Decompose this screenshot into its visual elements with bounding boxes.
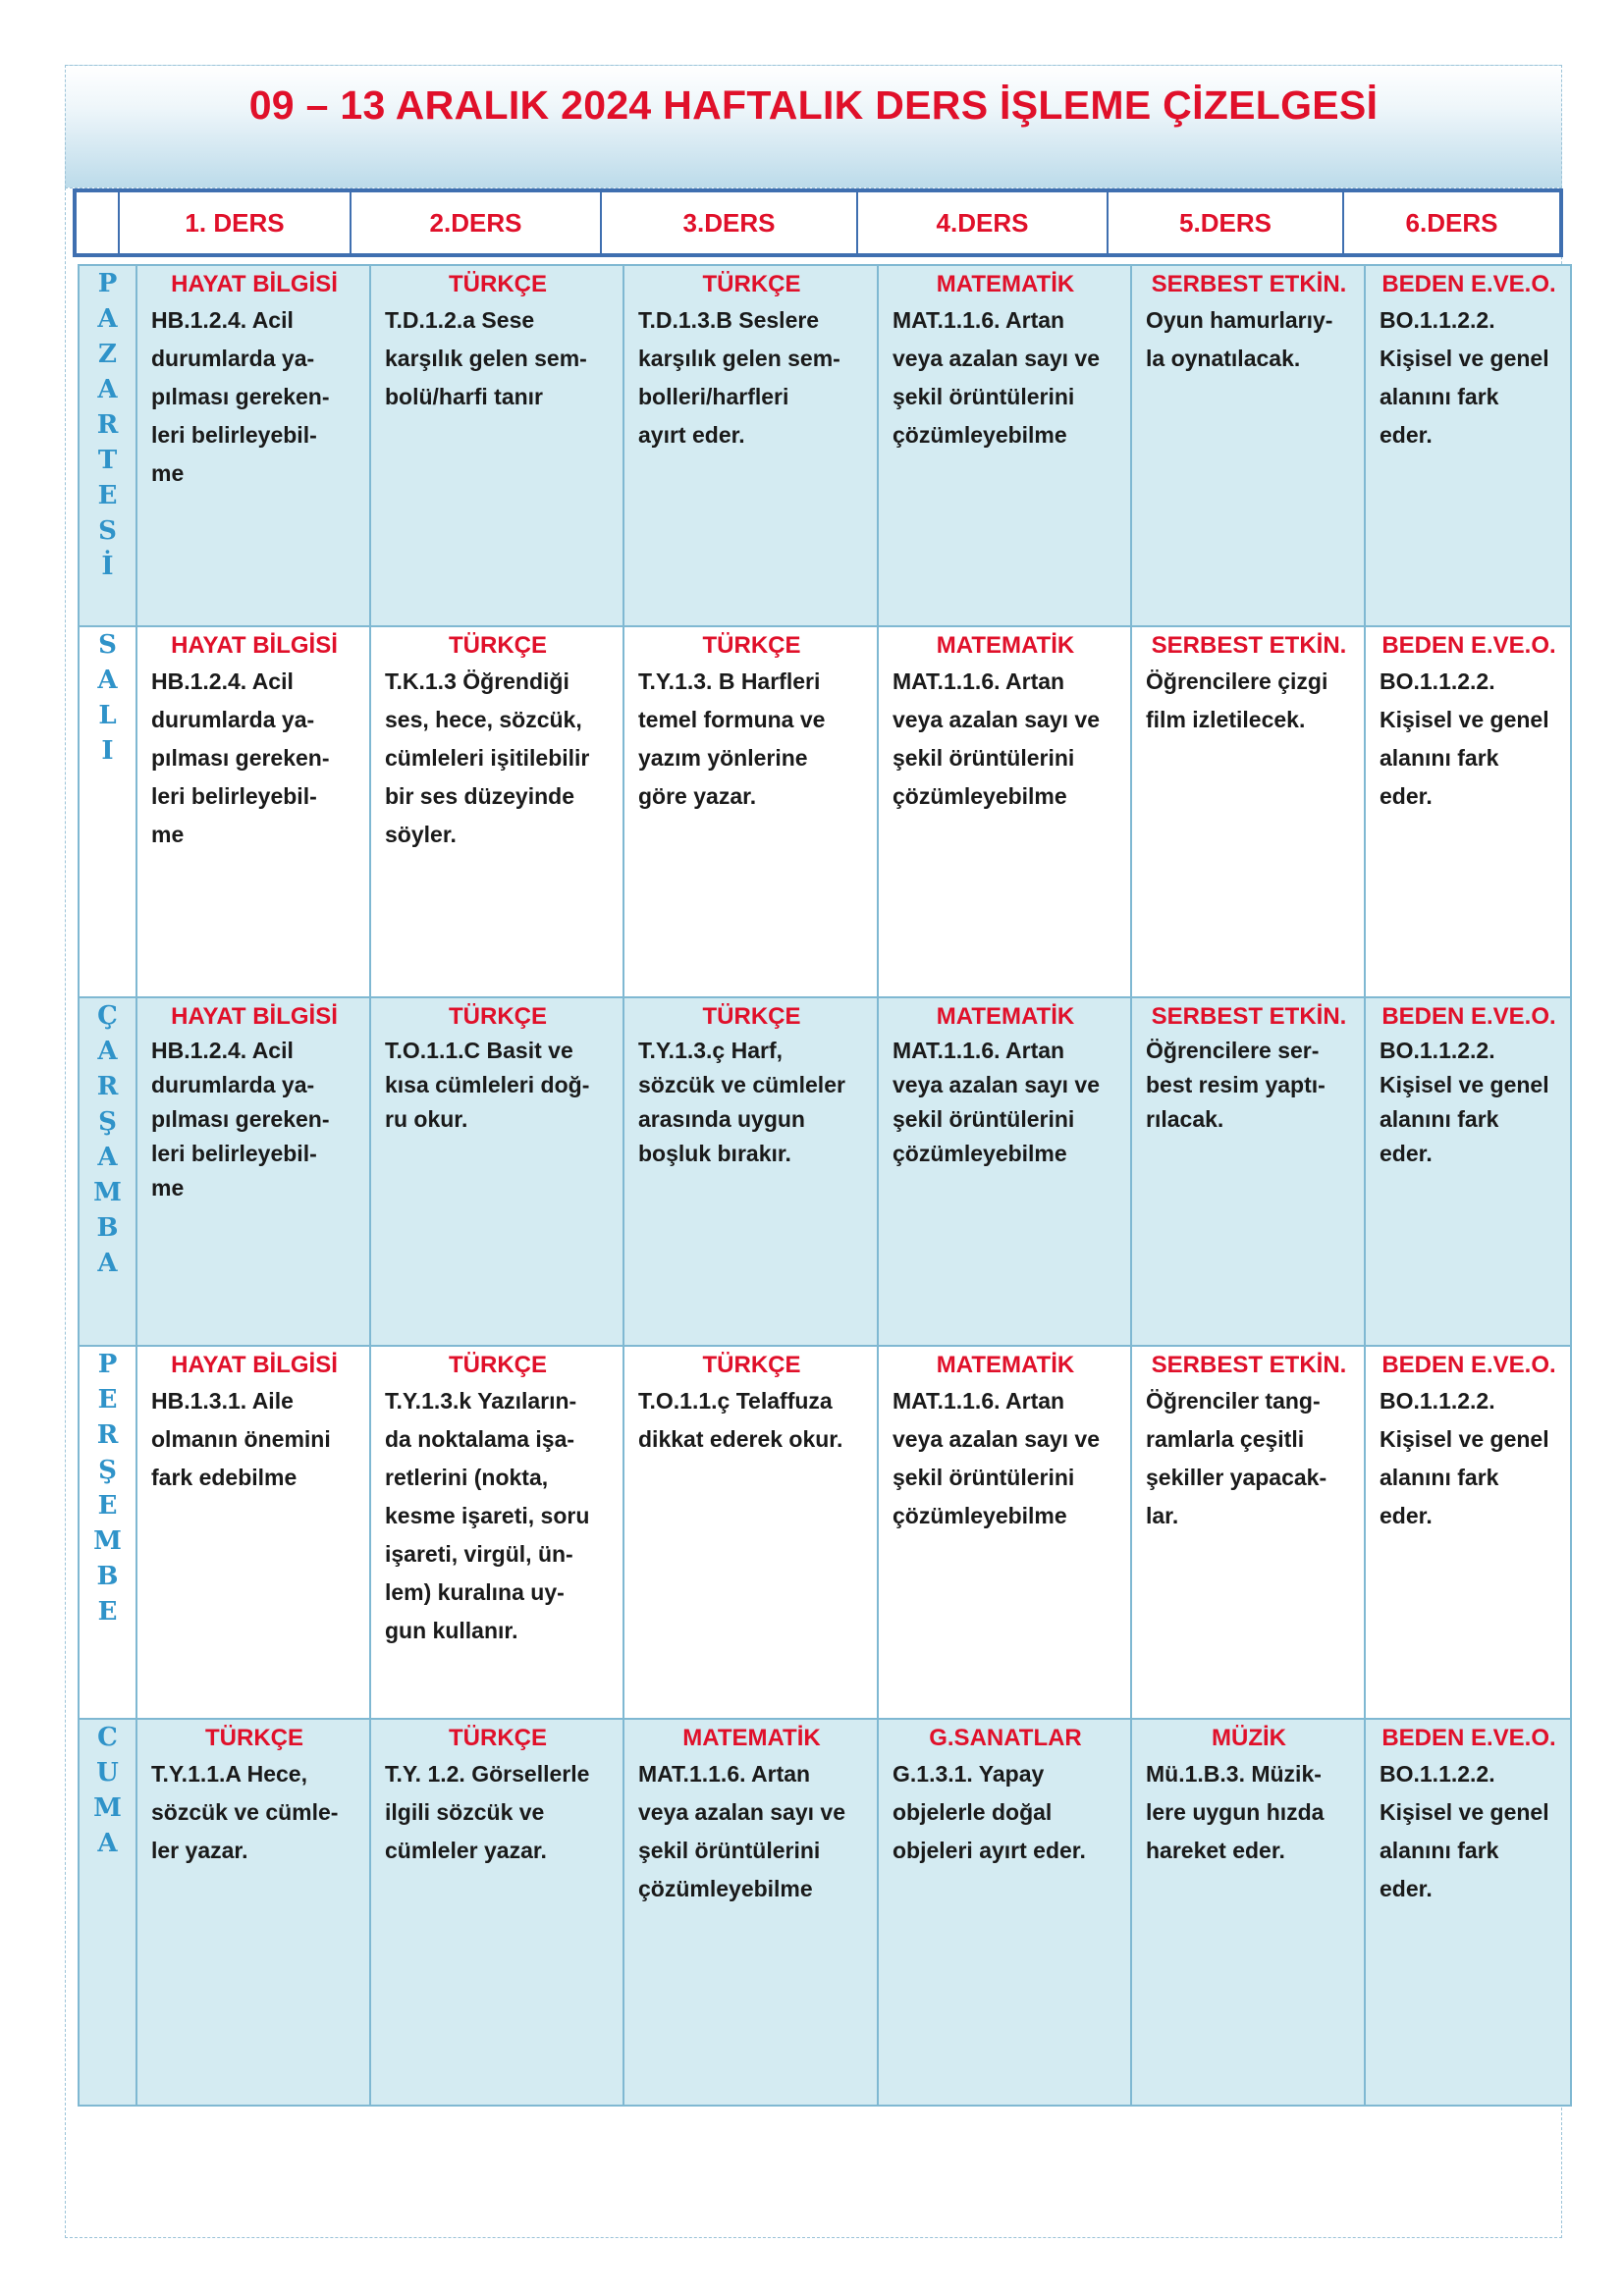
lesson-objective: Öğrencilere çizgi film izletilecek. — [1146, 668, 1328, 732]
lesson-cell — [623, 626, 878, 997]
lesson-subject: BEDEN E.VE.O. — [1381, 1725, 1556, 1751]
lesson-subject: TÜRKÇE — [449, 1352, 547, 1378]
lesson-subject: TÜRKÇE — [449, 1003, 547, 1030]
day-row — [79, 1346, 1571, 1719]
lesson-objective: MAT.1.1.6. Artan veya azalan sayı ve şekil örüntülerini çözümleyebilme — [893, 1038, 1100, 1166]
lesson-objective: BO.1.1.2.2. Kişisel ve genel alanını fark eder. — [1380, 1761, 1549, 1901]
lesson-cell — [136, 1346, 370, 1719]
lesson-objective: BO.1.1.2.2. Kişisel ve genel alanını fark eder. — [1380, 668, 1549, 809]
lesson-objective: BO.1.1.2.2. Kişisel ve genel alanını fark eder. — [1380, 1388, 1549, 1528]
lesson-cell — [878, 1346, 1131, 1719]
lesson-objective: T.Y. 1.2. Görsellerle ilgili sözcük ve cümleler yazar. — [385, 1761, 590, 1863]
day-row — [79, 997, 1571, 1346]
header-corner — [77, 192, 118, 253]
lesson-objective: Öğrencilere ser- best resim yaptı- rılacak. — [1146, 1038, 1326, 1132]
lesson-cell — [1131, 265, 1365, 626]
lesson-objective: HB.1.2.4. Acil durumlarda ya- pılması gereken- leri belirleyebil- me — [151, 668, 330, 847]
schedule-table — [78, 264, 1572, 2107]
lesson-cell — [370, 265, 623, 626]
day-name: C U M A — [93, 1723, 122, 1858]
lesson-subject: HAYAT BİLGİSİ — [171, 632, 338, 659]
lesson-cell — [136, 997, 370, 1346]
lesson-objective: MAT.1.1.6. Artan veya azalan sayı ve şekil örüntülerini çözümleyebilme — [893, 307, 1100, 448]
day-label-cell — [79, 1346, 136, 1719]
lesson-cell — [1365, 626, 1571, 997]
lesson-subject: MATEMATİK — [936, 632, 1075, 659]
lesson-objective: HB.1.2.4. Acil durumlarda ya- pılması gereken- leri belirleyebil- me — [151, 307, 330, 486]
lesson-subject: TÜRKÇE — [449, 632, 547, 659]
lesson-subject: BEDEN E.VE.O. — [1381, 1003, 1556, 1030]
lesson-cell — [136, 265, 370, 626]
lesson-objective: T.D.1.2.a Sese karşılık gelen sem- bolü/harfi tanır — [385, 307, 587, 409]
lesson-cell — [136, 626, 370, 997]
lesson-subject: TÜRKÇE — [702, 632, 801, 659]
day-name: S A L I — [97, 630, 118, 766]
day-label-cell — [79, 997, 136, 1346]
lesson-objective: T.O.1.1.ç Telaffuza dikkat ederek okur. — [638, 1388, 843, 1452]
lesson-cell — [623, 1719, 878, 2106]
lesson-objective: T.K.1.3 Öğrendiği ses, hece, sözcük, cümleleri işitilebilir bir ses düzeyinde söyler. — [385, 668, 590, 847]
header-lesson-2: 2.DERS — [350, 192, 600, 253]
lesson-subject: SERBEST ETKİN. — [1151, 1003, 1347, 1030]
day-name: P E R Ş E M B E — [93, 1350, 122, 1627]
header-lesson-1: 1. DERS — [118, 192, 350, 253]
lesson-subject: TÜRKÇE — [702, 1352, 801, 1378]
day-label-cell — [79, 626, 136, 997]
lesson-subject: HAYAT BİLGİSİ — [171, 1003, 338, 1030]
lesson-subject: BEDEN E.VE.O. — [1381, 1352, 1556, 1378]
lesson-cell — [370, 626, 623, 997]
day-row — [79, 626, 1571, 997]
lesson-cell — [1365, 1346, 1571, 1719]
lesson-subject: BEDEN E.VE.O. — [1381, 271, 1556, 297]
day-name: Ç A R Ş A M B A — [93, 1001, 122, 1278]
lesson-subject: TÜRKÇE — [702, 271, 801, 297]
header-lesson-3: 3.DERS — [600, 192, 856, 253]
lesson-subject: SERBEST ETKİN. — [1151, 1352, 1347, 1378]
lesson-subject: MATEMATİK — [936, 1352, 1075, 1378]
lesson-objective: T.Y.1.1.A Hece, sözcük ve cümle- ler yazar. — [151, 1761, 339, 1863]
day-label-cell — [79, 265, 136, 626]
lesson-subject: G.SANATLAR — [929, 1725, 1082, 1751]
lesson-objective: Oyun hamurlarıy- la oynatılacak. — [1146, 307, 1333, 371]
lesson-subject: TÜRKÇE — [702, 1003, 801, 1030]
lesson-cell — [1131, 626, 1365, 997]
lesson-objective: T.O.1.1.C Basit ve kısa cümleleri doğ- ru okur. — [385, 1038, 590, 1132]
lesson-cell — [878, 997, 1131, 1346]
lesson-objective: MAT.1.1.6. Artan veya azalan sayı ve şekil örüntülerini çözümleyebilme — [638, 1761, 845, 1901]
lesson-objective: G.1.3.1. Yapay objelerle doğal objeleri ayırt eder. — [893, 1761, 1086, 1863]
lesson-objective: BO.1.1.2.2. Kişisel ve genel alanını fark eder. — [1380, 307, 1549, 448]
page-title: 09 – 13 ARALIK 2024 HAFTALIK DERS İŞLEME ÇİZELGESİ — [248, 82, 1379, 128]
lesson-subject: TÜRKÇE — [205, 1725, 303, 1751]
lesson-objective: Öğrenciler tang- ramlarla çeşitli şekiller yapacak- lar. — [1146, 1388, 1327, 1528]
lesson-objective: T.Y.1.3. B Harfleri temel formuna ve yazım yönlerine göre yazar. — [638, 668, 826, 809]
lesson-objective: BO.1.1.2.2. Kişisel ve genel alanını fark eder. — [1380, 1038, 1549, 1166]
day-label-cell — [79, 1719, 136, 2106]
lesson-objective: Mü.1.B.3. Müzik- lere uygun hızda hareket eder. — [1146, 1761, 1325, 1863]
lesson-subject: SERBEST ETKİN. — [1151, 632, 1347, 659]
lesson-cell — [370, 997, 623, 1346]
lesson-objective: T.D.1.3.B Seslere karşılık gelen sem- bolleri/harfleri ayırt eder. — [638, 307, 840, 448]
lesson-cell — [370, 1346, 623, 1719]
lesson-objective: MAT.1.1.6. Artan veya azalan sayı ve şekil örüntülerini çözümleyebilme — [893, 668, 1100, 809]
lesson-cell — [878, 626, 1131, 997]
lesson-cell — [1365, 265, 1571, 626]
lesson-cell — [878, 265, 1131, 626]
lesson-cell — [1131, 1719, 1365, 2106]
header-lesson-5: 5.DERS — [1107, 192, 1342, 253]
lesson-subject: BEDEN E.VE.O. — [1381, 632, 1556, 659]
lesson-subject: MATEMATİK — [682, 1725, 821, 1751]
lesson-objective: T.Y.1.3.k Yazıların- da noktalama işa- retlerini (nokta, kesme işareti, soru işareti, virgül, ün- lem) kuralına uy- gun kullanır. — [385, 1388, 590, 1643]
lesson-objective: MAT.1.1.6. Artan veya azalan sayı ve şekil örüntülerini çözümleyebilme — [893, 1388, 1100, 1528]
day-name: P A Z A R T E S İ — [96, 269, 119, 581]
header-lesson-6: 6.DERS — [1342, 192, 1559, 253]
lesson-subject: MATEMATİK — [936, 1003, 1075, 1030]
lesson-subject: HAYAT BİLGİSİ — [171, 1352, 338, 1378]
lesson-subject: MÜZİK — [1212, 1725, 1286, 1751]
lesson-cell — [1365, 1719, 1571, 2106]
lesson-cell — [1131, 1346, 1365, 1719]
lesson-cell — [878, 1719, 1131, 2106]
lesson-subject: TÜRKÇE — [449, 1725, 547, 1751]
lesson-subject: TÜRKÇE — [449, 271, 547, 297]
lesson-subject: MATEMATİK — [936, 271, 1075, 297]
lesson-cell — [1365, 997, 1571, 1346]
lesson-cell — [623, 1346, 878, 1719]
lesson-cell — [370, 1719, 623, 2106]
lesson-header-row — [73, 188, 1563, 257]
lesson-cell — [623, 265, 878, 626]
header-lesson-4: 4.DERS — [856, 192, 1107, 253]
lesson-cell — [136, 1719, 370, 2106]
day-row — [79, 265, 1571, 626]
lesson-objective: HB.1.2.4. Acil durumlarda ya- pılması gereken- leri belirleyebil- me — [151, 1038, 330, 1201]
lesson-cell — [1131, 997, 1365, 1346]
day-row — [79, 1719, 1571, 2106]
lesson-objective: HB.1.3.1. Aile olmanın önemini fark edebilme — [151, 1388, 331, 1490]
lesson-subject: SERBEST ETKİN. — [1151, 271, 1347, 297]
lesson-subject: HAYAT BİLGİSİ — [171, 271, 338, 297]
lesson-objective: T.Y.1.3.ç Harf, sözcük ve cümleler arasında uygun boşluk bırakır. — [638, 1038, 845, 1166]
lesson-cell — [623, 997, 878, 1346]
